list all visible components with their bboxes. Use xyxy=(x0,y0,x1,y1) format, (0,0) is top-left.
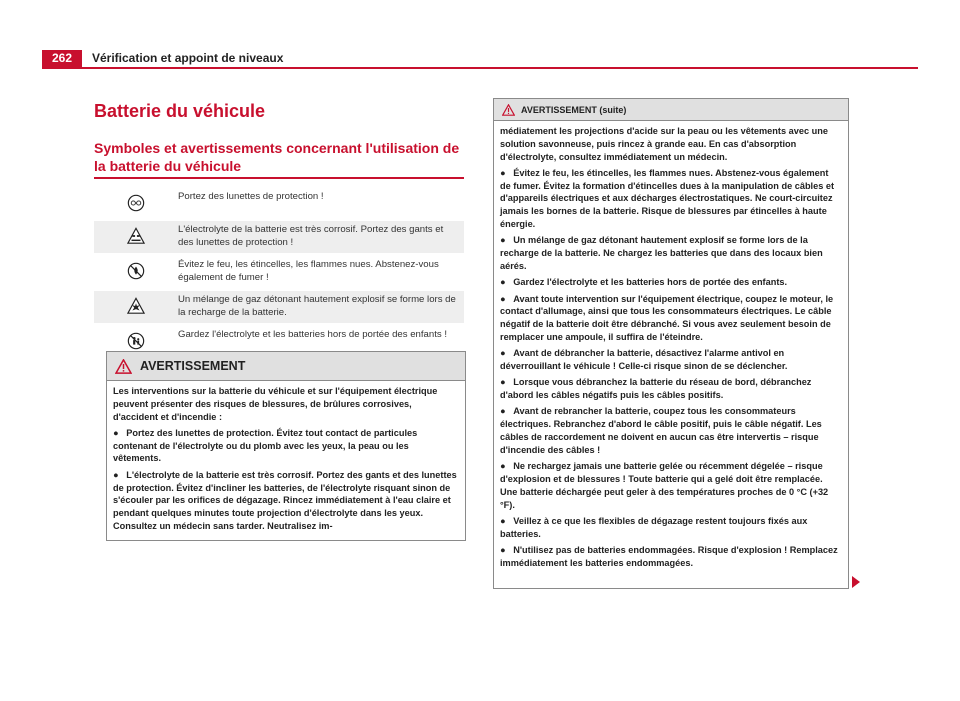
warning-header xyxy=(494,99,848,121)
warning-bullet xyxy=(113,427,458,465)
warning-header xyxy=(107,352,465,381)
warning-bullet-text: Avant de rebrancher la batterie, coupez tous les consommateurs électriques. Rebranchez d'abord le câble positif, puis le câble négatif. Les câbles de raccordement ne doivent en aucun cas être intervertis – risque d'incendie des câbles ! xyxy=(500,406,822,455)
symbol-description: Portez des lunettes de protection ! xyxy=(178,191,324,202)
symbol-description: Évitez le feu, les étincelles, les flammes nues. Abstenez-vous également de fumer ! xyxy=(178,259,439,283)
warning-body xyxy=(494,121,848,570)
warning-bullet xyxy=(500,405,841,456)
warning-intro: Les interventions sur la batterie du véhicule et sur l'équipement électrique peuvent présenter des risques de blessures, de brûlures corrosives, d'accident et d'incendie : xyxy=(113,386,438,422)
warning-bullet-text: L'électrolyte de la batterie est très corrosif. Portez des gants et des lunettes de protection. Évitez d'incliner les batteries, de l'électrolyte risquant sinon de s'écouler par les orifices de dégazage. Rincez immédiatement à l'eau claire et pendant quelques minutes toute projection d'électrolyte dans les yeux. Consultez un médecin sans tarder. Neutralisez im- xyxy=(113,469,457,531)
symbol-description: L'électrolyte de la batterie est très corrosif. Portez des gants et des lunettes de protection ! xyxy=(178,224,444,248)
warning-bullet xyxy=(500,347,841,373)
warning-bullet-text: Ne rechargez jamais une batterie gelée ou récemment dégelée – risque d'explosion et de blessures ! Toute batterie qui a gelé doit être remplacée. Une batterie déchargée peut geler à des températures proches de 0 °C (+32 °F). xyxy=(500,461,829,510)
warning-body xyxy=(107,381,465,533)
warning-continued-box xyxy=(493,98,849,589)
warning-bullet-text: Veillez à ce que les flexibles de dégazage restent toujours fixés aux batteries. xyxy=(500,515,808,539)
bullet-glyph: ● xyxy=(500,235,506,246)
warning-bullet xyxy=(500,293,841,344)
warning-bullet-text: Un mélange de gaz détonant hautement explosif se forme lors de la recharge de la batterie. Ne chargez les batteries que dans des locaux bien aérés. xyxy=(500,235,823,271)
subtitle-divider xyxy=(94,177,464,179)
warning-bullet-text: N'utilisez pas de batteries endommagées. Risque d'explosion ! Remplacez immédiatement les batteries endommagées. xyxy=(500,544,838,568)
warning-title: AVERTISSEMENT (suite) xyxy=(521,104,627,115)
corrosive-icon xyxy=(94,221,178,251)
symbol-row xyxy=(94,256,464,288)
bullet-glyph: ● xyxy=(500,293,506,304)
bullet-glyph: ● xyxy=(500,406,506,417)
warning-bullet-text: Gardez l'électrolyte et les batteries hors de portée des enfants. xyxy=(513,277,788,288)
symbol-row xyxy=(94,221,464,253)
bullet-glyph: ● xyxy=(113,427,119,438)
warning-bullet-text: Avant toute intervention sur l'équipement électrique, coupez le moteur, le contact d'allumage, ainsi que tous les consommateurs électriques. Le câble négatif de la batterie doit être débranché. Si vous avez seulement besoin de remplacer une ampoule, il suffira de l'éteindre. xyxy=(500,293,834,342)
section-title: Vérification et appoint de niveaux xyxy=(92,51,284,65)
bullet-glyph: ● xyxy=(500,377,506,388)
warning-bullet xyxy=(500,515,841,541)
bullet-glyph: ● xyxy=(113,469,119,480)
page-number: 262 xyxy=(42,50,82,67)
bullet-glyph: ● xyxy=(500,277,506,288)
no-fire-icon xyxy=(94,256,178,286)
symbol-row xyxy=(94,291,464,323)
header-divider xyxy=(42,67,918,69)
bullet-glyph: ● xyxy=(500,544,506,555)
symbol-description: Gardez l'électrolyte et les batteries hors de portée des enfants ! xyxy=(178,329,448,340)
warning-bullet-text: Portez des lunettes de protection. Évitez tout contact de particules contenant de l'électrolyte ou du plomb avec les yeux, la peau ou les vêtements. xyxy=(113,427,418,464)
warning-bullet-text: Évitez le feu, les étincelles, les flammes nues. Abstenez-vous également de fumer. Évitez la formation d'étincelles dues à la manipulation de câbles et d'appareils électriques et aux décharges électrostatiques. Ne court-circuitez jamais les bornes de la batterie. Risque de blessures par étincelles à haute énergie. xyxy=(500,167,835,230)
warning-bullet xyxy=(500,544,841,570)
goggles-icon xyxy=(94,188,178,218)
warning-triangle-icon xyxy=(502,104,515,116)
bullet-glyph: ● xyxy=(500,515,506,526)
bullet-glyph: ● xyxy=(500,348,506,359)
bullet-glyph: ● xyxy=(500,167,506,178)
symbols-table xyxy=(94,188,464,359)
warning-bullet xyxy=(500,376,841,402)
section-subtitle: Symboles et avertissements concernant l'utilisation de la batterie du véhicule xyxy=(94,140,460,174)
warning-title: AVERTISSEMENT xyxy=(140,359,246,373)
symbol-description: Un mélange de gaz détonant hautement explosif se forme lors de la recharge de la batterie. xyxy=(178,294,456,318)
warning-box xyxy=(106,351,466,541)
warning-bullet xyxy=(113,469,458,533)
warning-bullet-text: Avant de débrancher la batterie, désactivez l'alarme antivol en déverrouillant le véhicule ! Celle-ci risque sinon de se déclencher. xyxy=(500,348,788,372)
warning-continuation: médiatement les projections d'acide sur la peau ou les vêtements avec une solution savonneuse, puis rincez à grande eau. En cas d'absorption d'électrolyte, consultez immédiatement un médecin. xyxy=(500,126,828,162)
warning-bullet xyxy=(500,234,841,272)
page-title: Batterie du véhicule xyxy=(94,101,266,121)
symbol-row xyxy=(94,188,464,218)
warning-bullet xyxy=(500,276,841,289)
warning-bullet xyxy=(500,460,841,511)
continue-arrow-icon xyxy=(852,576,860,588)
warning-bullet-text: Lorsque vous débranchez la batterie du réseau de bord, débranchez d'abord les câbles négatifs puis les câbles positifs. xyxy=(500,377,812,401)
warning-triangle-icon xyxy=(115,359,132,374)
explosive-icon xyxy=(94,291,178,321)
warning-bullet xyxy=(500,167,841,231)
bullet-glyph: ● xyxy=(500,461,506,472)
